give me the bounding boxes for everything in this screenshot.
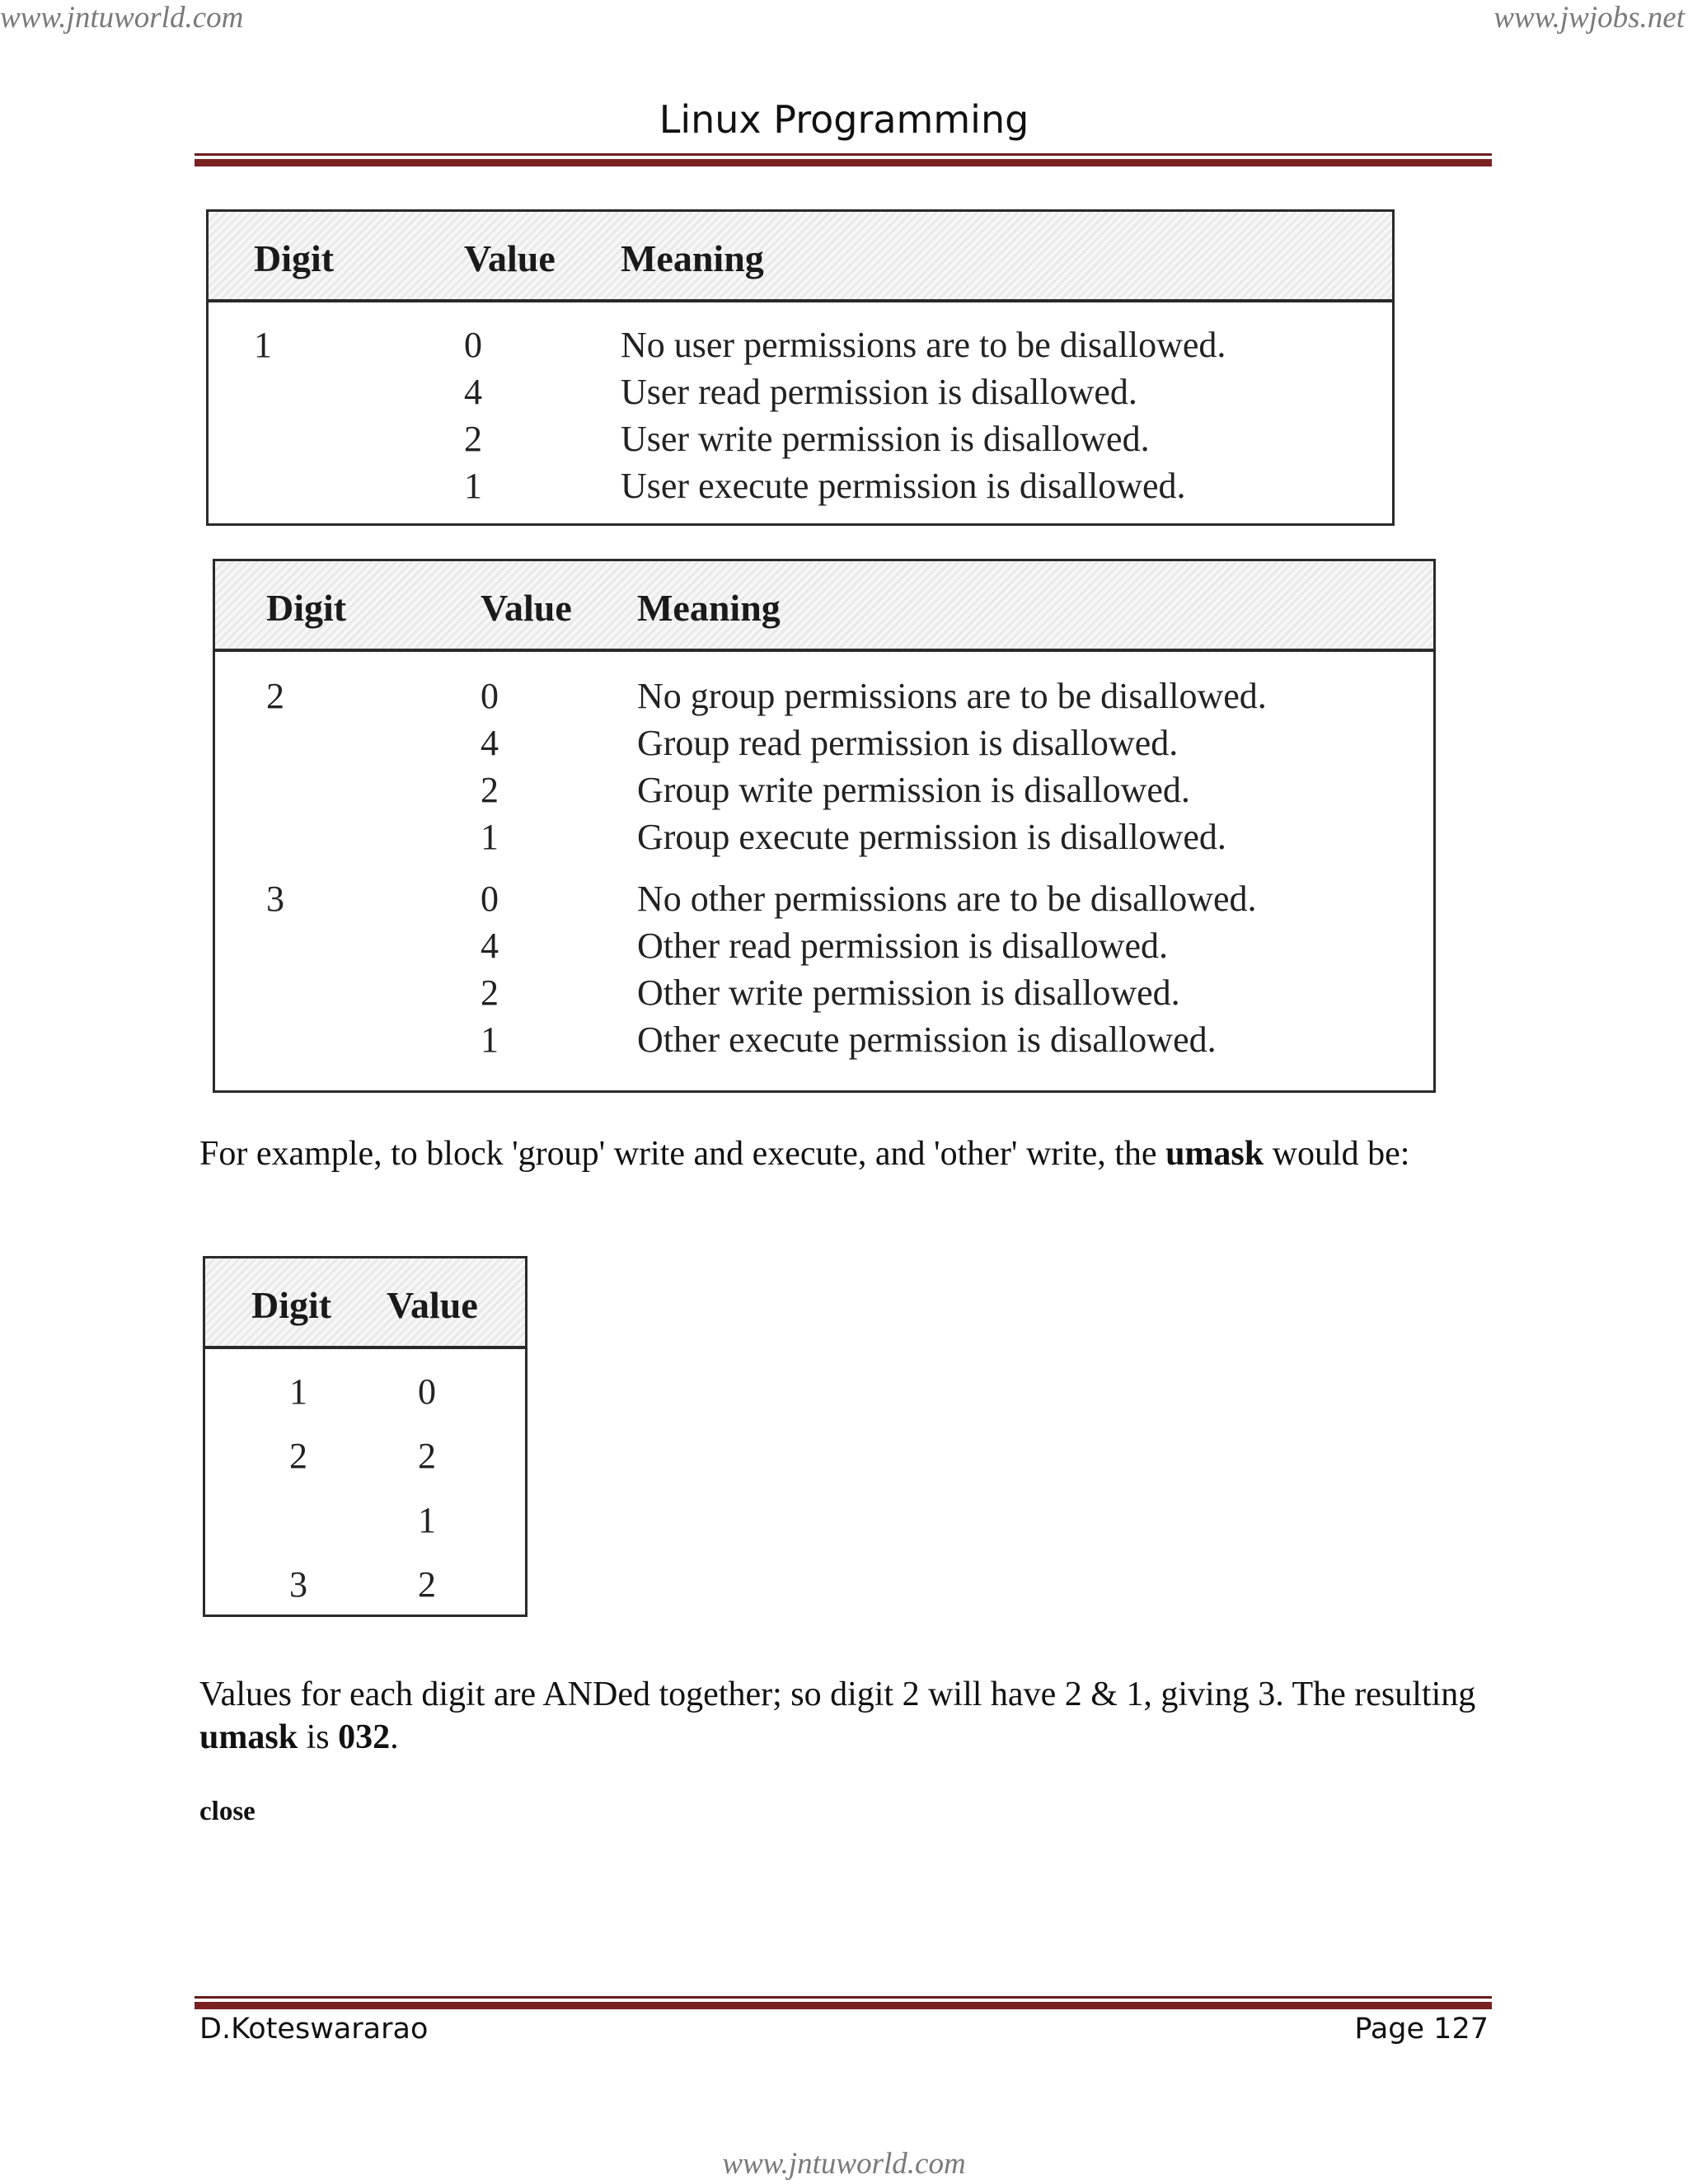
table-row — [215, 670, 1433, 717]
cell-value: 1 — [481, 1019, 499, 1060]
header-value: Value — [464, 237, 556, 279]
table-header — [215, 561, 1433, 652]
cell-digit: 3 — [289, 1564, 307, 1605]
footer-rule — [195, 1996, 1492, 2009]
paragraph-text: Values for each digit are ANDed together; so digit 2 will have 2 & 1, giving 3. The resulting — [199, 1675, 1476, 1713]
table-row — [209, 460, 1392, 507]
watermark-bottom: www.jntuworld.com — [722, 2147, 966, 2181]
header-meaning: Meaning — [637, 587, 781, 629]
cell-value: 2 — [418, 1564, 436, 1605]
cell-meaning: Other execute permission is disallowed. — [637, 1019, 1217, 1060]
cell-value: 4 — [481, 926, 499, 966]
paragraph-text: would be: — [1264, 1135, 1410, 1173]
watermark-top-right: www.jwjobs.net — [1493, 1, 1685, 35]
table-row — [215, 1014, 1433, 1061]
cell-digit: 2 — [289, 1436, 307, 1476]
cell-value: 1 — [418, 1500, 436, 1540]
table-row — [205, 1430, 525, 1494]
table-header — [205, 1258, 525, 1349]
table-row — [215, 873, 1433, 920]
table-row — [215, 920, 1433, 967]
cell-value: 0 — [481, 879, 499, 919]
table-row — [209, 366, 1392, 413]
cell-value: 0 — [481, 676, 499, 716]
cell-digit: 1 — [254, 325, 272, 365]
cell-value: 2 — [481, 770, 499, 810]
cell-meaning: User write permission is disallowed. — [621, 419, 1150, 459]
table-row — [205, 1366, 525, 1430]
cell-value: 4 — [481, 723, 499, 763]
cell-digit: 3 — [266, 879, 284, 919]
table-row — [209, 319, 1392, 366]
umask-keyword: umask — [1165, 1135, 1264, 1173]
cell-value: 2 — [464, 419, 482, 459]
example-paragraph — [199, 1132, 1493, 1175]
paragraph-text: For example, to block 'group' write and execute, and 'other' write, the — [199, 1135, 1166, 1173]
header-digit: Digit — [254, 237, 335, 279]
cell-value: 0 — [418, 1371, 436, 1412]
cell-meaning: User execute permission is disallowed. — [621, 466, 1186, 506]
cell-value: 1 — [464, 466, 482, 506]
user-permissions-table — [206, 209, 1395, 526]
watermark-top-left: www.jntuworld.com — [0, 1, 244, 35]
cell-meaning: No other permissions are to be disallowed. — [637, 879, 1257, 919]
header-value: Value — [481, 587, 572, 629]
table-row — [215, 811, 1433, 858]
umask-example-table — [203, 1256, 528, 1617]
table-row — [205, 1558, 525, 1623]
umask-value: 032 — [338, 1718, 391, 1756]
cell-meaning: Other write permission is disallowed. — [637, 972, 1180, 1013]
cell-meaning: Group write permission is disallowed. — [637, 770, 1190, 810]
cell-meaning: Group execute permission is disallowed. — [637, 817, 1226, 857]
table-header — [209, 212, 1392, 302]
cell-value: 2 — [418, 1436, 436, 1476]
footer-author: D.Koteswararao — [199, 2013, 429, 2046]
cell-digit: 1 — [289, 1371, 307, 1412]
table-row — [215, 717, 1433, 764]
cell-meaning: No group permissions are to be disallowed. — [637, 676, 1267, 716]
section-heading-close: close — [199, 1797, 256, 1826]
cell-meaning: No user permissions are to be disallowed. — [621, 325, 1226, 365]
cell-value: 0 — [464, 325, 482, 365]
group-other-permissions-table — [213, 559, 1436, 1093]
table-row — [215, 764, 1433, 811]
paragraph-text: is — [298, 1718, 339, 1756]
table-row — [215, 967, 1433, 1014]
cell-meaning: User read permission is disallowed. — [621, 372, 1137, 412]
cell-meaning: Other read permission is disallowed. — [637, 926, 1168, 966]
page-title: Linux Programming — [659, 97, 1029, 142]
cell-digit: 2 — [266, 676, 284, 716]
header-meaning: Meaning — [621, 237, 764, 279]
header-digit: Digit — [266, 587, 347, 629]
cell-meaning: Group read permission is disallowed. — [637, 723, 1179, 763]
table-row — [209, 413, 1392, 460]
cell-value: 2 — [481, 972, 499, 1013]
table-row — [205, 1494, 525, 1558]
header-value: Value — [387, 1284, 478, 1326]
paragraph-text: . — [390, 1718, 399, 1756]
header-rule — [195, 153, 1492, 166]
cell-value: 4 — [464, 372, 482, 412]
umask-keyword: umask — [199, 1718, 298, 1756]
header-digit: Digit — [251, 1284, 332, 1326]
footer-page-number: Page 127 — [1354, 2013, 1489, 2046]
cell-value: 1 — [481, 817, 499, 857]
result-paragraph — [199, 1673, 1493, 1759]
